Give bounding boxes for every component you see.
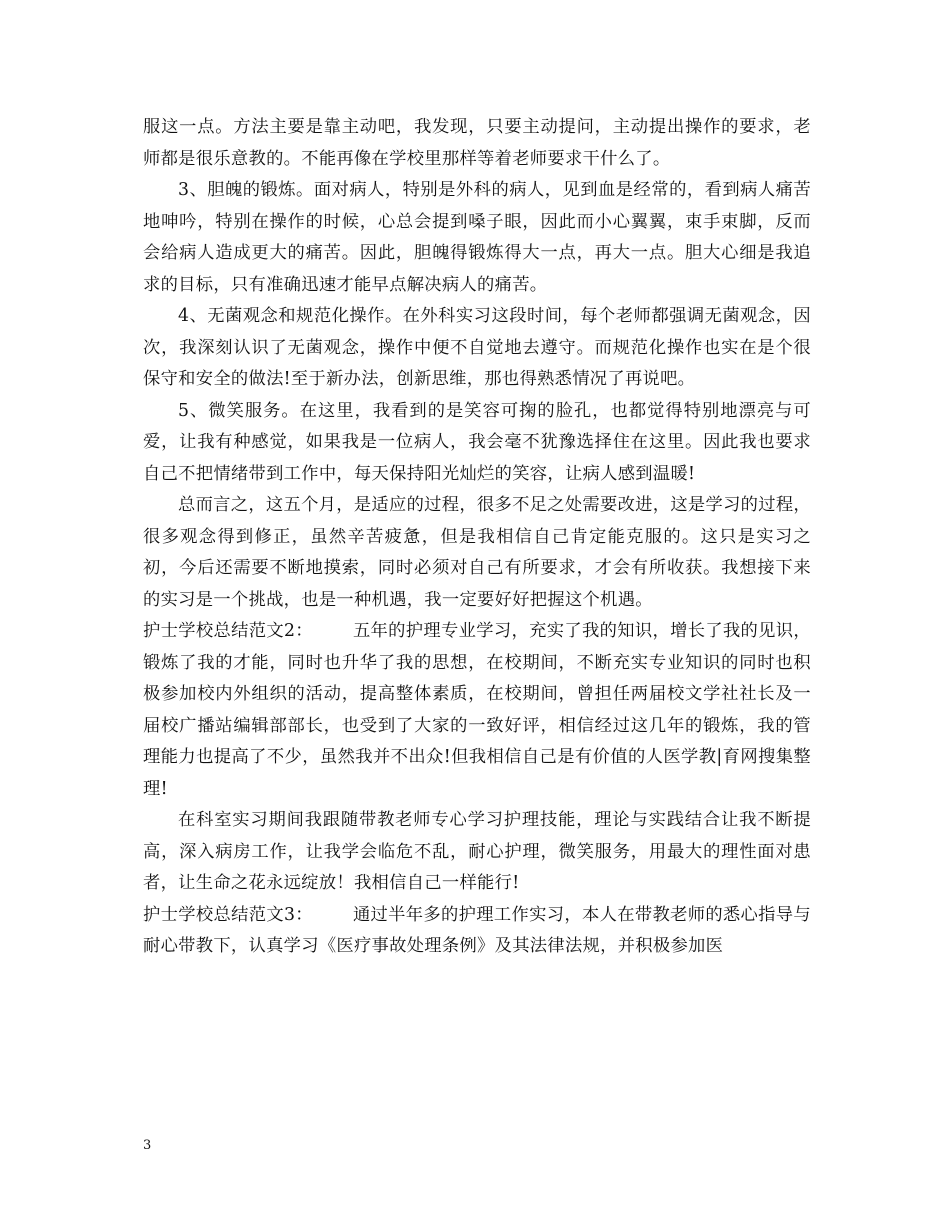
section-heading: 护士学校总结范文2： bbox=[143, 621, 313, 641]
paragraph bbox=[143, 301, 811, 396]
paragraph-text: 总而言之，这五个月，是适应的过程，很多不足之处需要改进，这是学习的过程，很多观念得到修正，虽然辛苦疲惫，但是我相信自己肯定能克服的。这只是实习之初，今后还需要不断地摸索，同时必须对自己有所要求，才会有所收获。我想接下来的实习是一个挑战，也是一种机遇，我一定要好好把握这个机遇。 bbox=[143, 495, 811, 610]
paragraph bbox=[143, 490, 811, 616]
paragraph bbox=[143, 900, 811, 963]
paragraph-text: 五年的护理专业学习，充实了我的知识，增长了我的见识，锻炼了我的才能，同时也升华了我的思想，在校期间，不断充实专业知识的同时也积极参加校内外组织的活动，提高整体素质，在校期间，曾担任两届校文学社社长及一届校广播站编辑部部长，也受到了大家的一致好评，相信经过这几年的锻炼，我的管理能力也提高了不少，虽然我并不出众!但我相信自己是有价值的人医学教|育网搜集整理! bbox=[143, 621, 811, 799]
paragraph bbox=[143, 616, 811, 805]
section-heading: 护士学校总结范文3： bbox=[143, 904, 313, 925]
paragraph-text: 在科室实习期间我跟随带教老师专心学习护理技能，理论与实践结合让我不断提高，深入病房工作，让我学会临危不乱，耐心护理，微笑服务，用最大的理性面对患者，让生命之花永远绽放！我相信自己一样能行! bbox=[143, 810, 811, 893]
paragraph-text: 服这一点。方法主要是靠主动吧，我发现，只要主动提问，主动提出操作的要求，老师都是很乐意教的。不能再像在学校里那样等着老师要求干什么了。 bbox=[143, 117, 811, 169]
paragraph-text: 3、胆魄的锻炼。面对病人，特别是外科的病人，见到血是经常的，看到病人痛苦地呻吟，特别在操作的时候，心总会提到嗓子眼，因此而小心翼翼，束手束脚，反而会给病人造成更大的痛苦。因此，胆魄得锻炼得大一点，再大一点。胆大心细是我追求的目标，只有准确迅速才能早点解决病人的痛苦。 bbox=[143, 180, 811, 295]
document-body bbox=[143, 112, 811, 963]
page-number: 3 bbox=[143, 1138, 152, 1153]
paragraph bbox=[143, 396, 811, 491]
paragraph bbox=[143, 112, 811, 175]
paragraph bbox=[143, 805, 811, 900]
paragraph-text: 通过半年多的护理工作实习，本人在带教老师的悉心指导与耐心带教下，认真学习《医疗事故处理条例》及其法律法规，并积极参加医 bbox=[143, 904, 811, 956]
paragraph-text: 4、无菌观念和规范化操作。在外科实习这段时间，每个老师都强调无菌观念，因次，我深刻认识了无菌观念，操作中便不自觉地去遵守。而规范化操作也实在是个很保守和安全的做法!至于新办法，创新思维，那也得熟悉情况了再说吧。 bbox=[143, 306, 811, 389]
paragraph bbox=[143, 175, 811, 301]
paragraph-text: 5、微笑服务。在这里，我看到的是笑容可掬的脸孔，也都觉得特别地漂亮与可爱，让我有种感觉，如果我是一位病人，我会毫不犹豫选择住在这里。因此我也要求自己不把情绪带到工作中，每天保持阳光灿烂的笑容，让病人感到温暖! bbox=[143, 400, 811, 484]
